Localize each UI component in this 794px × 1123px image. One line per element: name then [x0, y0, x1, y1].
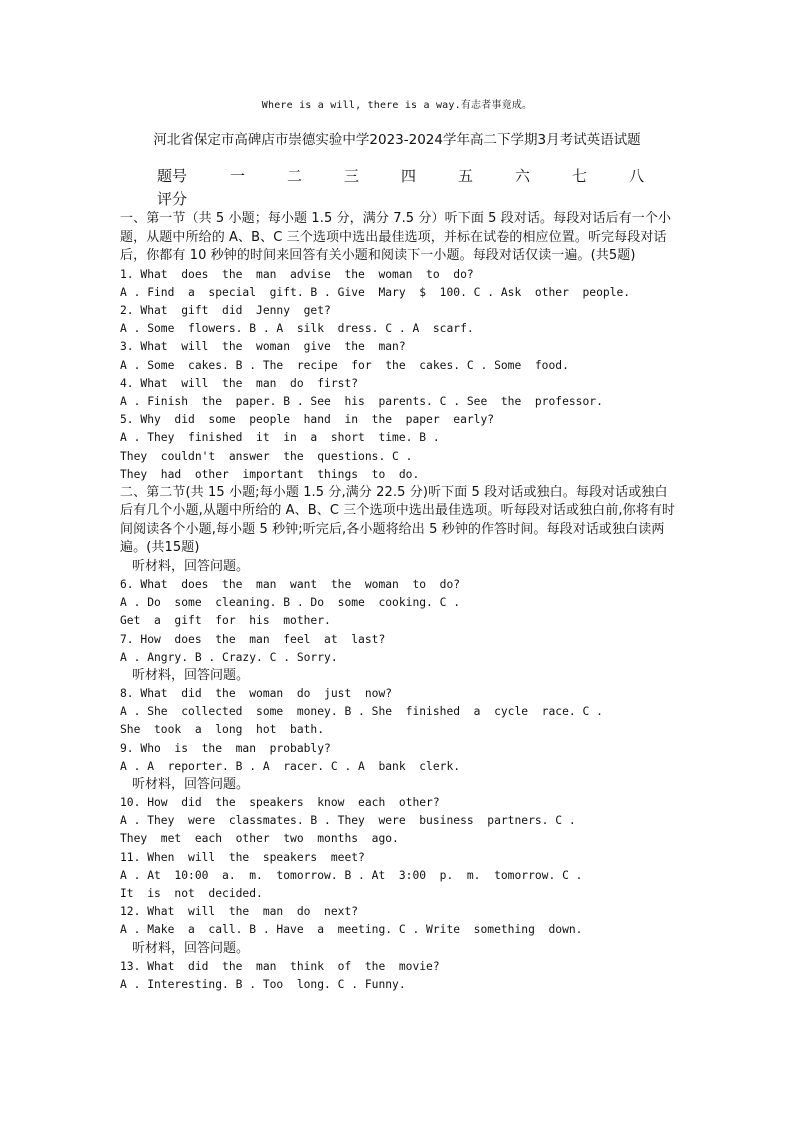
- question-line: 13. What did the man think of the movie?: [120, 959, 440, 973]
- option-line: Get a gift for his mother.: [120, 614, 331, 628]
- question-number-label: 题号: [157, 167, 188, 185]
- option-line: They couldn't answer the questions. C .: [120, 449, 413, 463]
- question-group-1: [120, 576, 676, 667]
- question-line: 5. Why did some people hand in the paper early?: [120, 413, 495, 427]
- option-line: A . Find a special gift. B . Give Mary $ 100. C . Ask other people.: [120, 285, 631, 299]
- option-line: She took a long hot bath.: [120, 723, 325, 737]
- exam-content: [120, 210, 676, 994]
- question-line: 1. What does the man advise the woman to do?: [120, 267, 474, 281]
- option-line: It is not decided.: [120, 886, 263, 900]
- listening-instruction: 听材料，回答问题。: [132, 940, 250, 956]
- question-line: 4. What will the man do first?: [120, 376, 359, 390]
- section-1-questions: [120, 266, 676, 484]
- question-line: 6. What does the man want the woman to do?: [120, 577, 461, 591]
- listening-instruction: 听材料，回答问题。: [132, 558, 250, 574]
- option-line: A . Finish the paper. B . See his parents. C . See the professor.: [120, 394, 603, 408]
- listening-instruction: 听材料，回答问题。: [132, 776, 250, 792]
- listening-instruction: 听材料，回答问题。: [132, 667, 250, 683]
- option-line: A . She collected some money. B . She finished a cycle race. C .: [120, 705, 603, 719]
- score-column-6: 六: [514, 167, 530, 185]
- score-label: 评分: [157, 190, 188, 208]
- question-line: 12. What will the man do next?: [120, 905, 359, 919]
- option-line: A . At 10:00 a. m. tomorrow. B . At 3:00 p. m. tomorrow. C .: [120, 868, 583, 882]
- page-motto: Where is a will, there is a way.有志者事竟成。: [261, 100, 533, 111]
- score-column-3: 三: [343, 167, 359, 185]
- score-column-2: 二: [286, 167, 302, 185]
- score-table-score-row: [157, 188, 667, 209]
- score-table: [157, 165, 667, 209]
- option-line: A . Make a call. B . Have a meeting. C . Write something down.: [120, 923, 583, 937]
- option-line: They had other important things to do.: [120, 467, 420, 481]
- question-line: 2. What gift did Jenny get?: [120, 303, 331, 317]
- section-2-heading: 二、第二节(共 15 小题;每小题 1.5 分,满分 22.5 分)听下面 5 段对话或独白。每段对话或独白后有几个小题,从题中所给的 A、B、C 三个选项中选出最佳选项。听每段对话或独白前,你将有时间阅读各个小题,每小题 5 秒钟;听完后,各小题将给出 5 秒钟的作答时间。每段对话或独白读两遍。(共15题): [120, 484, 676, 556]
- exam-title: 河北省保定市高碑店市崇德实验中学2023-2024学年高二下学期3月考试英语试题: [153, 132, 641, 148]
- score-column-8: 八: [628, 167, 644, 185]
- score-table-header-row: [157, 165, 667, 186]
- question-line: 8. What did the woman do just now?: [120, 686, 393, 700]
- option-line: They met each other two months ago.: [120, 832, 399, 846]
- question-line: 7. How does the man feel at last?: [120, 632, 386, 646]
- score-column-1: 一: [229, 167, 245, 185]
- question-group-2: [120, 685, 676, 776]
- question-line: 3. What will the woman give the man?: [120, 340, 406, 354]
- option-line: A . Interesting. B . Too long. C . Funny.: [120, 977, 406, 991]
- option-line: A . Angry. B . Crazy. C . Sorry.: [120, 650, 338, 664]
- option-line: A . A reporter. B . A racer. C . A bank clerk.: [120, 759, 461, 773]
- question-line: 10. How did the speakers know each other?: [120, 795, 440, 809]
- score-column-5: 五: [457, 167, 473, 185]
- option-line: A . They were classmates. B . They were business partners. C .: [120, 814, 576, 828]
- score-column-7: 七: [571, 167, 587, 185]
- question-group-4: [120, 958, 676, 994]
- question-line: 9. Who is the man probably?: [120, 741, 331, 755]
- score-column-4: 四: [400, 167, 416, 185]
- option-line: A . Some flowers. B . A silk dress. C . A scarf.: [120, 322, 474, 336]
- option-line: A . Do some cleaning. B . Do some cooking. C .: [120, 596, 461, 610]
- option-line: A . They finished it in a short time. B .: [120, 431, 440, 445]
- question-group-3: [120, 794, 676, 940]
- question-line: 11. When will the speakers meet?: [120, 850, 365, 864]
- section-1-heading: 一、第一节（共 5 小题；每小题 1.5 分，满分 7.5 分）听下面 5 段对话。每段对话后有一个小题，从题中所给的 A、B、C 三个选项中选出最佳选项，并标在试卷的相应位置。听完每段对话后，你都有 10 秒钟的时间来回答有关小题和阅读下一小题。每段对话仅读一遍。(共5题): [120, 211, 672, 263]
- option-line: A . Some cakes. B . The recipe for the cakes. C . Some food.: [120, 358, 569, 372]
